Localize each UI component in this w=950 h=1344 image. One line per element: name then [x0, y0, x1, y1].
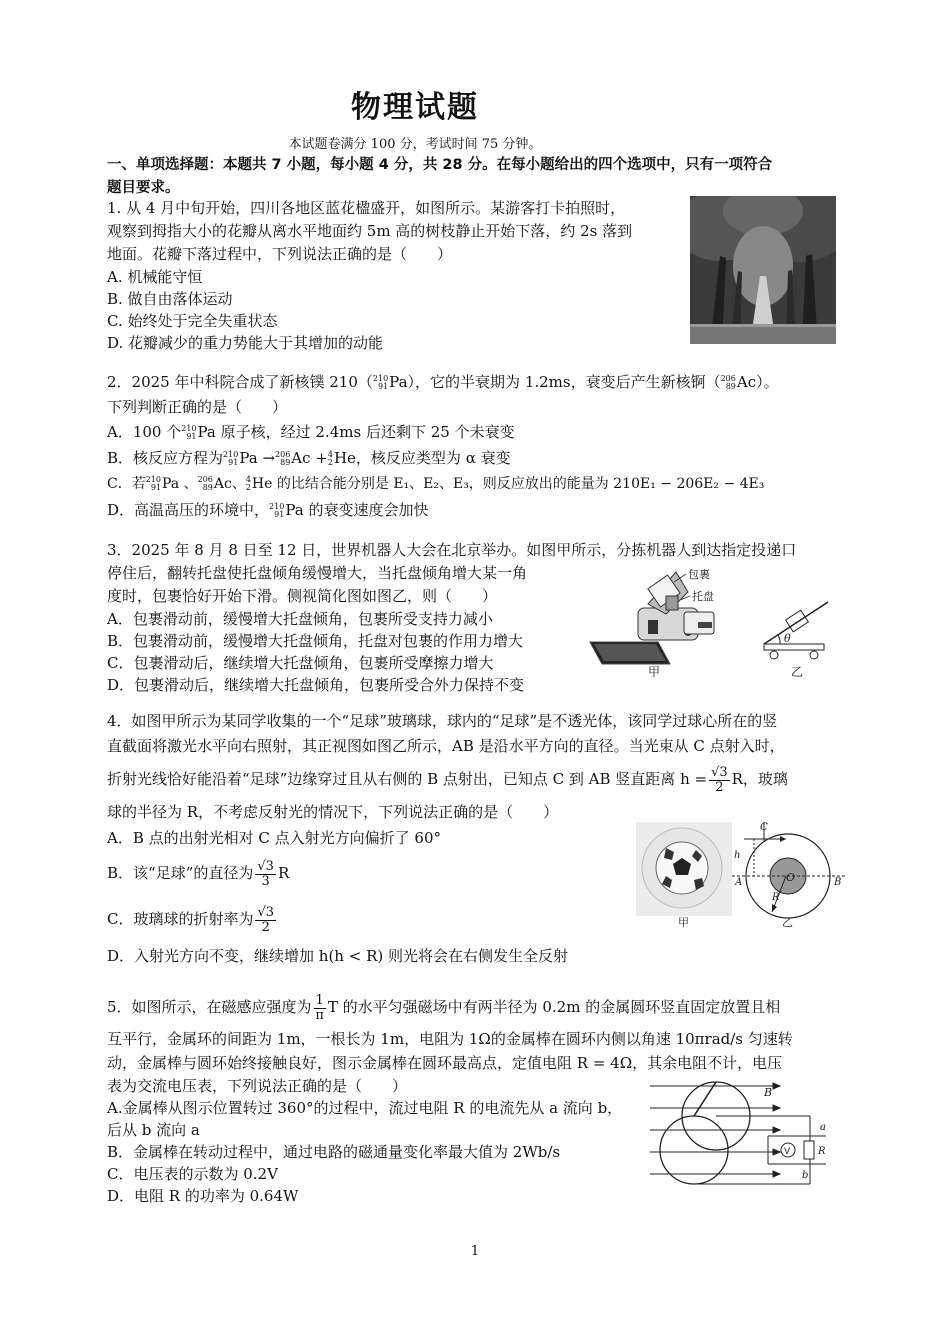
- q1-line: 1. 从 4 月中旬开始，四川各地区蓝花楹盛开，如图所示。某游客打卡拍照时，: [107, 199, 626, 217]
- q2-stem-line1: [107, 369, 847, 395]
- numerator: √3: [711, 764, 728, 780]
- fraction-root3-over-3: [255, 860, 276, 889]
- q1-option-c: C. 始终处于完全失重状态: [107, 312, 278, 330]
- mass-number: 210: [223, 450, 239, 459]
- field-b-label: B: [764, 1086, 773, 1099]
- terminal-a-label: a: [820, 1122, 826, 1133]
- pa-nuclide-numbers: [373, 375, 388, 391]
- height-h-label: h: [734, 850, 741, 861]
- option-text: B．该“足球”的直径为: [107, 864, 254, 882]
- denominator: π: [315, 1007, 324, 1023]
- q5-line: 动，金属棒与圆环始终接触良好，图示金属棒在圆环最高点，定值电阻 R = 4Ω，其余电阻不计，电压: [107, 1054, 783, 1072]
- option-text: He 的比结合能分别是 E₁、E₂、E₃，则反应放出的能量为 210E₁ − 206E₂ − 4E₃: [251, 476, 765, 492]
- option-text: C．玻璃球的折射率为: [107, 910, 254, 928]
- voltmeter-label: V: [784, 1147, 791, 1157]
- atomic-number: 89: [725, 382, 736, 391]
- option-text: B．核反应方程为: [107, 449, 224, 467]
- q5-figure: [650, 1078, 845, 1196]
- q1-option-a: A. 机械能守恒: [107, 268, 203, 286]
- question-2: [107, 369, 847, 523]
- mass-number: 206: [275, 450, 291, 459]
- he-nuclide-numbers: [328, 451, 333, 467]
- q5-option-d: D．电阻 R 的功率为 0.64W: [107, 1187, 299, 1205]
- numerator: √3: [257, 904, 275, 920]
- question-1: [107, 197, 687, 354]
- q3-line: 停住后，翻转托盘使托盘倾角缓慢增大，当托盘倾角增大某一角: [107, 564, 528, 582]
- q4-figure: [636, 818, 848, 930]
- q4-text: R，玻璃: [731, 770, 788, 788]
- q5-line: 互平行，金属环的间距为 1m，一根长为 1m，电阻为 1Ω的金属棒在圆环内侧以角速 10πrad/s 匀速转: [107, 1030, 793, 1048]
- figure-label-yi: 乙: [782, 916, 793, 929]
- q2-option-d: [107, 497, 847, 523]
- q4-option-d: D．入射光方向不变，继续增加 h(h < R) 则光将会在右侧发生全反射: [107, 947, 568, 965]
- fraction-root3-over-2: [709, 766, 730, 795]
- point-b-label: B: [834, 877, 842, 888]
- atomic-number: 91: [377, 382, 389, 391]
- mass-number: 206: [720, 374, 736, 383]
- resistor-r: [804, 1141, 814, 1159]
- q1-option-b: B. 做自由落体运动: [107, 290, 233, 308]
- numerator: 1: [315, 992, 324, 1008]
- ac-nuclide-numbers: [721, 375, 736, 391]
- he-nuclide-numbers: [246, 476, 251, 492]
- q2-text: 2．2025 年中科院合成了新核镤 210（: [107, 373, 373, 391]
- terminal-b-label: b: [802, 1170, 809, 1181]
- resistor-r-label: R: [818, 1146, 826, 1157]
- page-title: 物理试题: [351, 90, 479, 125]
- denominator: 3: [261, 873, 270, 889]
- pa-nuclide-numbers: [181, 425, 196, 441]
- figure-label-jia: 甲: [678, 916, 689, 929]
- q3-option-d: D．包裹滑动后，继续增大托盘倾角，包裹所受合外力保持不变: [107, 676, 525, 694]
- q2-option-a: [107, 419, 847, 445]
- option-text: R: [277, 864, 290, 882]
- label-tray: 托盘: [692, 590, 714, 603]
- point-c-label: C: [760, 822, 768, 833]
- q5-line: 表为交流电压表，下列说法正确的是（ ）: [107, 1077, 408, 1095]
- q2-option-b: [107, 445, 847, 471]
- exam-subtitle: 本试题卷满分 100 分，考试时间 75 分钟。: [288, 137, 542, 152]
- q4-option-a: A．B 点的出射光相对 C 点入射光方向偏折了 60°: [107, 829, 441, 847]
- q5-text: 5．如图所示，在磁感应强度为: [107, 998, 312, 1016]
- atomic-number: 91: [228, 458, 239, 467]
- atomic-number: 89: [280, 458, 291, 467]
- center-o-label: O: [786, 871, 796, 884]
- q4-line: 4．如图甲所示为某同学收集的一个“足球”玻璃球，球内的“足球”是不透光体，该同学过球心所在的竖: [107, 712, 778, 730]
- q3-line: 度时，包裹恰好开始下滑。侧视简化图如图乙，则（ ）: [107, 587, 498, 605]
- q5-option-a-line2: 后从 b 流向 a: [107, 1121, 200, 1139]
- q1-option-d: D. 花瓣减少的重力势能大于其增加的动能: [107, 334, 384, 352]
- pa-nuclide-numbers: [223, 451, 238, 467]
- point-a-label: A: [735, 877, 743, 888]
- label-package: 包裹: [688, 568, 710, 581]
- mass-number: 206: [197, 475, 213, 484]
- q3-option-a: A．包裹滑动前，缓慢增大托盘倾角，包裹所受支持力减小: [107, 610, 493, 628]
- mass-number: 210: [372, 374, 389, 383]
- mass-number: 210: [181, 424, 197, 433]
- section-heading-line2: 题目要求。: [107, 180, 180, 196]
- denominator: 2: [261, 919, 270, 935]
- figure-label-yi: 乙: [791, 665, 804, 679]
- ac-nuclide-numbers: [198, 476, 213, 492]
- option-text: Pa 原子核，经过 2.4ms 后还剩下 25 个未衰变: [197, 423, 515, 441]
- mass-number: 4: [327, 450, 333, 459]
- glass-ball-photo-jia: [636, 822, 732, 916]
- q5-option-a-line1: A.金属棒从图示位置转过 360°的过程中，流过电阻 R 的电流先从 a 流向 b，: [107, 1099, 623, 1117]
- page-number: 1: [470, 1244, 480, 1259]
- magnetic-field-lines: [650, 1083, 780, 1177]
- option-text: He，核反应类型为 α 衰变: [333, 449, 511, 467]
- angle-theta-label: θ: [784, 632, 791, 645]
- q5-text: T 的水平匀强磁场中有两半径为 0.2m 的金属圆环竖直固定放置且相: [327, 998, 781, 1016]
- option-text: Ac +: [291, 449, 328, 467]
- figure-label-jia: 甲: [648, 665, 661, 679]
- q2-text: ）。: [756, 373, 779, 391]
- pa-nuclide-numbers: [269, 503, 284, 519]
- option-text: D．高温高压的环境中，: [107, 501, 270, 519]
- option-text: Pa 、: [162, 476, 198, 492]
- pa-nuclide-numbers: [146, 476, 161, 492]
- q1-line: 地面。花瓣下落过程中，下列说法正确的是（ ）: [107, 245, 453, 263]
- atomic-number: 91: [274, 510, 285, 519]
- mass-number: 4: [245, 475, 251, 484]
- option-text: Pa 的衰变速度会加快: [285, 501, 429, 519]
- q3-option-b: B．包裹滑动前，缓慢增大托盘倾角，托盘对包裹的作用力增大: [107, 632, 524, 650]
- q4-line: 球的半径为 R，不考虑反射光的情况下，下列说法正确的是（ ）: [107, 803, 559, 821]
- tree-tunnel-illustration: [690, 196, 836, 344]
- ac-nuclide-numbers: [275, 451, 290, 467]
- cross-section-diagram-yi: [732, 822, 846, 918]
- element-symbol: Pa: [389, 373, 408, 391]
- robot-figure-jia: [590, 572, 714, 664]
- mass-number: 210: [145, 475, 161, 484]
- q5-option-c: C．电压表的示数为 0.2V: [107, 1165, 278, 1183]
- option-text: Pa →: [239, 449, 276, 467]
- option-text: A．100 个: [107, 423, 182, 441]
- q4-text: 折射光线恰好能沿着“足球”边缘穿过且从右侧的 B 点射出，已知点 C 到 AB 竖直距离 h =: [107, 770, 708, 788]
- q2-text: ），它的半衰期为 1.2ms，衰变后产生新核锕（: [407, 373, 721, 391]
- element-symbol: Ac: [736, 373, 757, 391]
- jacaranda-tree-photo: [690, 196, 836, 344]
- numerator: √3: [257, 858, 274, 874]
- fraction-root3-over-2: [255, 906, 276, 935]
- q1-line: 观察到拇指大小的花瓣从离水平地面约 5m 高的树枝静止开始下落，约 2s 落到: [107, 222, 633, 240]
- radius-r-label: R: [772, 892, 780, 903]
- fraction-1-over-pi: [314, 994, 326, 1023]
- atomic-number: 91: [150, 483, 161, 492]
- q3-option-c: C．包裹滑动后，继续增大托盘倾角，包裹所受摩擦力增大: [107, 654, 494, 672]
- q2-stem-line2: 下列判断正确的是（ ）: [107, 398, 288, 416]
- q3-figure: [588, 562, 838, 680]
- atomic-number: 89: [202, 483, 213, 492]
- atomic-number: 2: [327, 458, 333, 467]
- mass-number: 210: [269, 502, 285, 511]
- option-text: C．若: [107, 476, 146, 492]
- section-heading: [107, 154, 847, 200]
- q5-line-with-fraction: [107, 987, 847, 1027]
- q4-line-with-fraction: [107, 759, 847, 799]
- atomic-number: 2: [245, 483, 251, 492]
- q2-option-c: [107, 471, 847, 497]
- atomic-number: 91: [186, 432, 197, 441]
- option-text: Ac、: [213, 476, 246, 492]
- q4-line: 直截面将激光水平向右照射，其正视图如图乙所示，AB 是沿水平方向的直径。当光束从 C 点射入时，: [107, 737, 785, 755]
- q5-option-b: B．金属棒在转动过程中，通过电路的磁通量变化率最大值为 2Wb/s: [107, 1143, 561, 1161]
- denominator: 2: [715, 779, 724, 795]
- incline-figure-yi: [764, 602, 828, 659]
- q3-line: 3．2025 年 8 月 8 日至 12 日，世界机器人大会在北京举办。如图甲所示，分拣机器人到达指定投递口: [107, 541, 797, 559]
- section-heading-line1: 一、单项选择题：本题共 7 小题，每小题 4 分，共 28 分。在每小题给出的四个选项中，只有一项符合: [107, 157, 773, 173]
